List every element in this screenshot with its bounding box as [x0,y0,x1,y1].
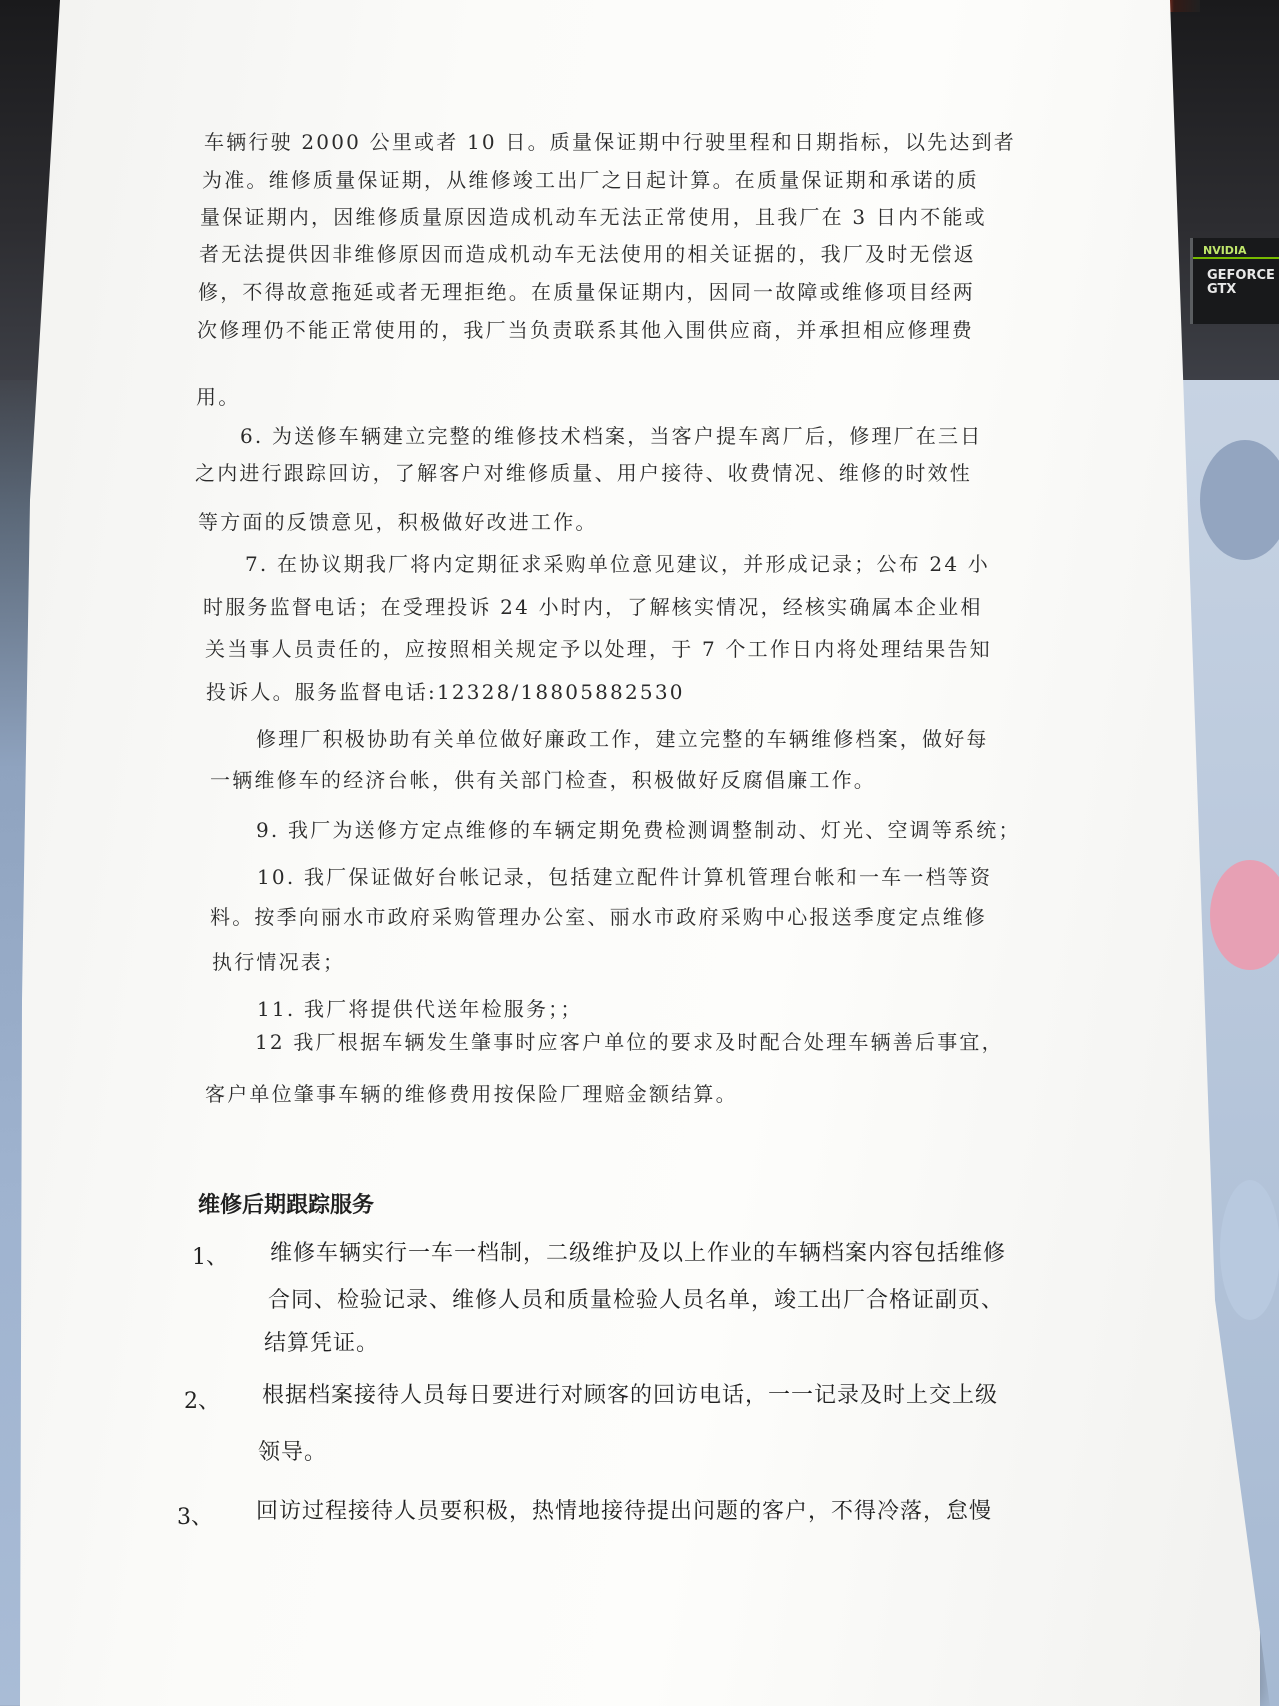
paragraph-line: 10. 我厂保证做好台帐记录，包括建立配件计算机管理台帐和一车一档等资 [257,865,993,889]
paragraph-line: 量保证期内，因维修质量原因造成机动车无法正常使用，且我厂在 3 日内不能或 [200,205,987,229]
paragraph-line: 9. 我厂为送修方定点维修的车辆定期免费检测调整制动、灯光、空调等系统； [256,818,1021,842]
list-number: 1、 [192,1245,228,1270]
mat-decoration [1200,440,1279,560]
paragraph-line: 次修理仍不能正常使用的，我厂当负责联系其他入围供应商，并承担相应修理费 [197,318,974,342]
paragraph-line: 用。 [196,385,241,409]
paragraph-line: 时服务监督电话；在受理投诉 24 小时内，了解核实情况，经核实确属本企业相 [203,595,983,619]
list-item-line: 回访过程接待人员要积极，热情地接待提出问题的客户，不得冷落，怠慢 [256,1499,993,1524]
list-number: 2、 [184,1389,220,1414]
paragraph-line: 6. 为送修车辆建立完整的维修技术档案，当客户提车离厂后，修理厂在三日 [240,424,983,448]
paragraph-line: 执行情况表； [212,950,346,974]
gpu-brand-label: NVIDIA [1193,238,1279,259]
paragraph-line: 等方面的反馈意见，积极做好改进工作。 [198,510,598,534]
paragraph-line: 修理厂积极协助有关单位做好廉政工作，建立完整的车辆维修档案，做好每 [256,727,989,751]
paragraph-line: 料。按季向丽水市政府采购管理办公室、丽水市政府采购中心报送季度定点维修 [210,905,987,929]
list-item-line: 领导。 [258,1440,328,1465]
section-heading: 维修后期跟踪服务 [198,1193,375,1218]
gpu-series-line-2: GTX [1207,282,1237,297]
gpu-badge [1190,238,1279,324]
paragraph-line: 修，不得故意拖延或者无理拒绝。在质量保证期内，因同一故障或维修项目经两 [198,280,975,304]
paragraph-line: 车辆行驶 2000 公里或者 10 日。质量保证期中行驶里程和日期指标，以先达到者 [204,130,1016,154]
gpu-series-label [1193,259,1279,297]
paragraph-line: 7. 在协议期我厂将内定期征求采购单位意见建议，并形成记录；公布 24 小 [245,552,991,576]
gpu-series-line-1: GEFORCE [1207,268,1275,283]
paragraph-line: 为准。维修质量保证期，从维修竣工出厂之日起计算。在质量保证期和承诺的质 [202,168,979,192]
paragraph-line: 关当事人员责任的，应按照相关规定予以处理，于 7 个工作日内将处理结果告知 [205,637,992,661]
list-number: 3、 [177,1505,213,1530]
paragraph-line: 12 我厂根据车辆发生肇事时应客户单位的要求及时配合处理车辆善后事宜， [255,1030,1004,1054]
paragraph-line: 11. 我厂将提供代送年检服务；； [257,997,583,1021]
list-item-line: 根据档案接待人员每日要进行对顾客的回访电话，一一记录及时上交上级 [262,1383,999,1408]
paragraph-line: 之内进行跟踪回访，了解客户对维修质量、用户接待、收费情况、维修的时效性 [195,461,972,485]
paragraph-line: 投诉人。服务监督电话:12328/18805882530 [206,680,685,704]
mat-decoration [1220,1180,1279,1320]
paragraph-line: 者无法提供因非维修原因而造成机动车无法使用的相关证据的，我厂及时无偿返 [199,242,976,266]
paragraph-line: 一辆维修车的经济台帐，供有关部门检查，积极做好反腐倡廉工作。 [210,768,876,792]
list-item-line: 维修车辆实行一车一档制，二级维护及以上作业的车辆档案内容包括维修 [270,1241,1007,1266]
mat-decoration [1210,860,1279,970]
list-item-line: 结算凭证。 [264,1331,380,1356]
list-item-line: 合同、检验记录、维修人员和质量检验人员名单，竣工出厂合格证副页、 [268,1288,1005,1313]
paragraph-line: 客户单位肇事车辆的维修费用按保险厂理赔金额结算。 [205,1082,738,1106]
